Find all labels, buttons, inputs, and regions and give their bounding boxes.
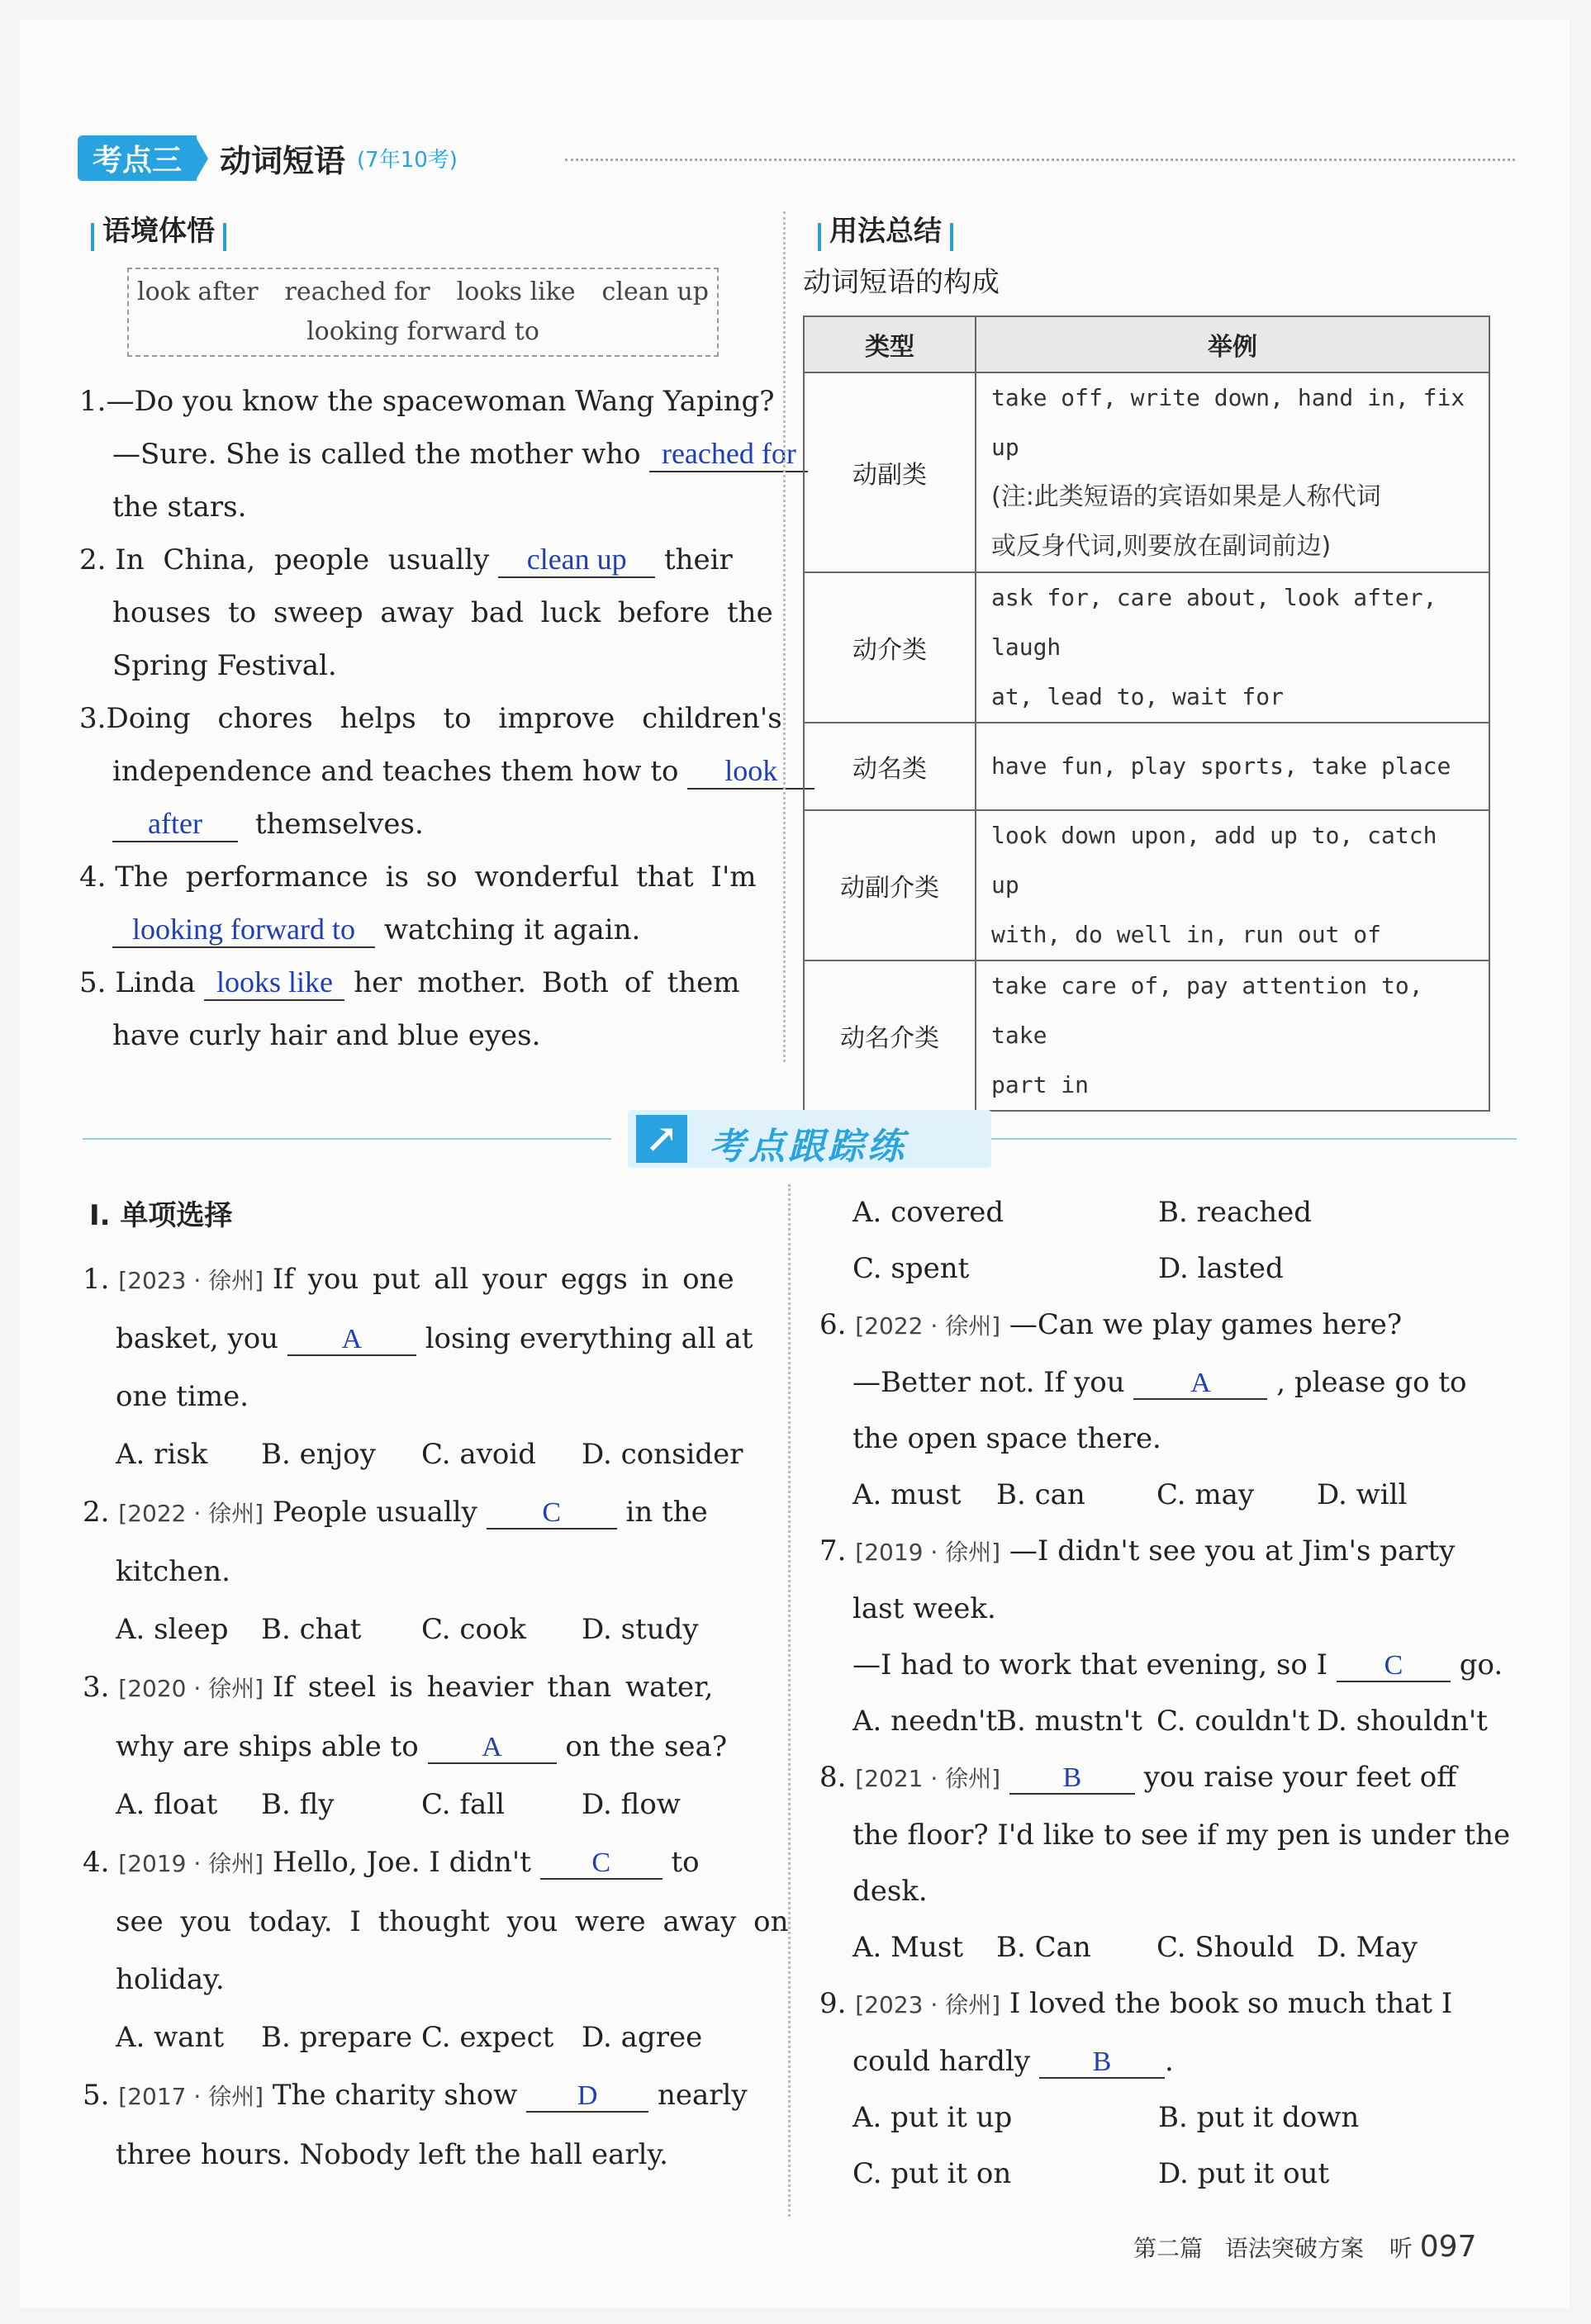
word-bank bbox=[127, 268, 719, 357]
option[interactable]: D. flow bbox=[582, 1788, 681, 1821]
question-4: 4. [2019 · 徐州] Hello, Joe. I didn't C to bbox=[83, 1846, 700, 1879]
option[interactable]: B. fly bbox=[261, 1788, 335, 1821]
question-2: 2. [2022 · 徐州] People usually C in the bbox=[83, 1496, 708, 1529]
option[interactable]: C. spent bbox=[852, 1252, 970, 1285]
question-1: 1. [2023 · 徐州] If you put all your eggs in one bbox=[83, 1263, 734, 1296]
footer-title: 语法突破方案 bbox=[1224, 2235, 1364, 2262]
options bbox=[819, 1919, 1522, 1975]
option[interactable]: A. risk bbox=[116, 1438, 208, 1471]
options bbox=[83, 1776, 793, 1833]
context-question-4: 4. The performance is so wonderful that I'm bbox=[79, 861, 757, 894]
answer-blank[interactable]: A bbox=[1133, 1368, 1267, 1400]
option[interactable]: C. cook bbox=[421, 1613, 527, 1646]
banner-title: 考点跟踪练 bbox=[709, 1126, 907, 1168]
word-bank-item: looks like bbox=[456, 277, 576, 306]
options bbox=[83, 1425, 793, 1483]
option[interactable]: A. Must bbox=[852, 1931, 963, 1964]
question-7: 7. [2019 · 徐州] —I didn't see you at Jim's party bbox=[819, 1534, 1456, 1568]
word-bank-item: reached for bbox=[284, 277, 430, 306]
arrow-icon: ↗ bbox=[636, 1115, 687, 1163]
answer-blank[interactable]: look bbox=[687, 755, 814, 790]
options bbox=[819, 1693, 1522, 1749]
option[interactable]: A. float bbox=[116, 1788, 218, 1821]
option[interactable]: C. fall bbox=[421, 1788, 506, 1821]
question-3: 3. [2020 · 徐州] If steel is heavier than water, bbox=[83, 1671, 714, 1704]
table-header: 类型 bbox=[804, 316, 976, 372]
banner-line-right bbox=[991, 1138, 1517, 1140]
answer-blank[interactable]: C bbox=[487, 1497, 617, 1530]
answer-blank[interactable]: B bbox=[1009, 1762, 1135, 1795]
options bbox=[819, 1184, 1522, 1240]
section-tag: 考点三 bbox=[78, 135, 197, 181]
option[interactable]: B. Can bbox=[996, 1931, 1091, 1964]
context-question-5: 5. Linda looks like her mother. Both of them bbox=[79, 965, 740, 999]
header-divider bbox=[565, 159, 1515, 161]
column-divider bbox=[788, 1184, 791, 2217]
option[interactable]: D. shouldn't bbox=[1317, 1705, 1488, 1738]
answer-blank[interactable]: looking forward to bbox=[112, 913, 375, 948]
question-6: 6. [2022 · 徐州] —Can we play games here? bbox=[819, 1308, 1403, 1341]
context-questions: 1.—Do you know the spacewoman Wang Yaping? —Sure. She is called the mother who reached for the stars. 2. In China, people usually clean up their houses to sweep away bad luck before the Spring Festival. 3.Doing chores helps to improve children's independence and teaches them how to look after themselves. 4. The performance is so wonderful that I'm looking forward to watching it again. 5. Linda looks like her mother. Both of them have curly hair and blue eyes. bbox=[79, 375, 790, 1062]
column-divider bbox=[783, 211, 786, 1062]
heading-bar-icon bbox=[818, 223, 821, 251]
option[interactable]: D. lasted bbox=[1158, 1252, 1284, 1285]
table-header: 举例 bbox=[976, 316, 1489, 372]
word-bank-item: clean up bbox=[601, 277, 709, 306]
option[interactable]: B. put it down bbox=[1158, 2101, 1360, 2134]
answer-blank[interactable]: A bbox=[287, 1324, 416, 1356]
heading-bar-icon bbox=[223, 223, 226, 251]
practice-banner bbox=[628, 1110, 991, 1168]
option[interactable]: A. put it up bbox=[852, 2101, 1013, 2134]
answer-blank[interactable]: looks like bbox=[204, 966, 344, 1001]
banner-line-left bbox=[83, 1138, 611, 1140]
option[interactable]: B. chat bbox=[261, 1613, 362, 1646]
table-row: 动名介类 take care of, pay attention to, take part in bbox=[804, 960, 1489, 1111]
option[interactable]: C. may bbox=[1156, 1478, 1255, 1511]
options bbox=[819, 2089, 1522, 2146]
page bbox=[20, 20, 1570, 2307]
option[interactable]: B. enjoy bbox=[261, 1438, 376, 1471]
page-number: 097 bbox=[1419, 2230, 1477, 2264]
option[interactable]: C. expect bbox=[421, 2021, 554, 2054]
answer-blank[interactable]: C bbox=[1337, 1650, 1451, 1682]
section-note: (7年10考) bbox=[357, 148, 458, 173]
section-title: 动词短语 bbox=[220, 143, 346, 179]
option[interactable]: D. agree bbox=[582, 2021, 703, 2054]
option[interactable]: B. prepare bbox=[261, 2021, 413, 2054]
table-row: 动副介类 look down upon, add up to, catch up with, do well in, run out of bbox=[804, 810, 1489, 960]
answer-blank[interactable]: reached for bbox=[649, 438, 808, 472]
footer-listen: 听 bbox=[1389, 2235, 1413, 2262]
options bbox=[819, 1467, 1522, 1523]
answer-blank[interactable]: A bbox=[428, 1732, 557, 1764]
context-question-3: 3.Doing chores helps to improve children's bbox=[79, 702, 782, 735]
answer-blank[interactable]: D bbox=[526, 2080, 648, 2113]
options bbox=[819, 2146, 1522, 2202]
practice-left: 1. [2023 · 徐州] If you put all your eggs in one basket, you A losing everything all at one time. A. risk B. enjoy C. avoid D. consider 2. [2022 · 徐州] People usually C in the kitchen. A. sleep B. chat C. cook D. study 3. [2020 · 徐州] If steel is heavier than water, why are ships able to A on the sea? A. float B. fly C. fall D. flow 4. [2019 · 徐州] Hello, Joe. I didn't C to see you today. I thought you were away on holiday. A. want B. prepare C. expect D. agree 5. [2017 · 徐州] The charity show D nearly three hours. Nobody left the hall early. bbox=[83, 1250, 793, 2184]
context-question-2: 2. In China, people usually clean up their bbox=[79, 543, 733, 576]
option[interactable]: A. want bbox=[116, 2021, 225, 2054]
table-row: 动介类 ask for, care about, look after, laugh at, lead to, wait for bbox=[804, 572, 1489, 723]
question-8: 8. [2021 · 徐州] B you raise your feet off bbox=[819, 1761, 1457, 1794]
answer-blank[interactable]: clean up bbox=[498, 543, 655, 578]
word-bank-item: looking forward to bbox=[306, 317, 539, 346]
option[interactable]: C. put it on bbox=[852, 2157, 1012, 2190]
answer-blank[interactable]: after bbox=[112, 808, 238, 842]
heading-bar-icon bbox=[91, 223, 94, 251]
options bbox=[83, 1601, 793, 1658]
table-header-row bbox=[804, 316, 1489, 372]
option[interactable]: D. put it out bbox=[1158, 2157, 1330, 2190]
context-heading: 语境体悟 bbox=[83, 208, 235, 251]
summary-heading: 用法总结 bbox=[810, 208, 962, 251]
table-row: 动名类 have fun, play sports, take place bbox=[804, 723, 1489, 810]
footer-part: 第二篇 bbox=[1133, 2235, 1204, 2262]
option[interactable]: D. study bbox=[582, 1613, 699, 1646]
option[interactable]: D. May bbox=[1317, 1931, 1418, 1964]
option[interactable]: C. Should bbox=[1156, 1931, 1294, 1964]
tag-arrow-icon bbox=[197, 139, 208, 178]
question-9: 9. [2023 · 徐州] I loved the book so much that I bbox=[819, 1987, 1453, 2020]
practice-right: A. covered B. reached C. spent D. lasted 6. [2022 · 徐州] —Can we play games here? —Better not. If you A , please go to the open space there. A. must B. can C. may D. will 7. [2019 · 徐州] —I didn't see you at Jim's party last week. —I had to work that evening, so I C go. A. needn'tB. mustn't C. couldn't D. shouldn't 8. [2021 · 徐州] B you raise your feet off the floor? I'd like to see if my pen is under the desk. A. Must B. Can C. Should D. May 9. [2023 · 徐州] I loved the book so much that I could hardly B . A. put it up B. put it down C. put it on D. put it out bbox=[819, 1184, 1522, 2202]
options bbox=[83, 2009, 793, 2066]
option[interactable]: D. consider bbox=[582, 1438, 743, 1471]
option[interactable]: C. couldn't bbox=[1156, 1705, 1310, 1738]
answer-blank[interactable]: B bbox=[1039, 2047, 1165, 2079]
answer-blank[interactable]: C bbox=[540, 1847, 663, 1880]
practice-section-title: Ⅰ. 单项选择 bbox=[89, 1199, 233, 1232]
option[interactable]: D. will bbox=[1317, 1478, 1408, 1511]
summary-subtitle: 动词短语的构成 bbox=[803, 266, 1000, 299]
option[interactable]: A. needn't bbox=[852, 1705, 997, 1738]
options bbox=[819, 1240, 1522, 1297]
word-bank-item: look after bbox=[137, 277, 259, 306]
footer bbox=[1133, 2230, 1476, 2264]
option[interactable]: A. sleep bbox=[116, 1613, 229, 1646]
heading-bar-icon bbox=[950, 223, 953, 251]
option[interactable]: B. can bbox=[996, 1478, 1085, 1511]
option[interactable]: A. covered bbox=[852, 1196, 1004, 1229]
option[interactable]: B. mustn't bbox=[996, 1705, 1142, 1738]
question-5: 5. [2017 · 徐州] The charity show D nearly bbox=[83, 2079, 748, 2112]
option[interactable]: A. must bbox=[852, 1478, 962, 1511]
context-question-1: 1.—Do you know the spacewoman Wang Yaping? bbox=[79, 385, 775, 418]
table-row: 动副类 take off, write down, hand in, fix up (注:此类短语的宾语如果是人称代词 或反身代词,则要放在副词前边) bbox=[804, 372, 1489, 572]
option[interactable]: B. reached bbox=[1158, 1196, 1313, 1229]
summary-table bbox=[803, 315, 1490, 1112]
option[interactable]: C. avoid bbox=[421, 1438, 537, 1471]
section-header bbox=[78, 135, 458, 181]
